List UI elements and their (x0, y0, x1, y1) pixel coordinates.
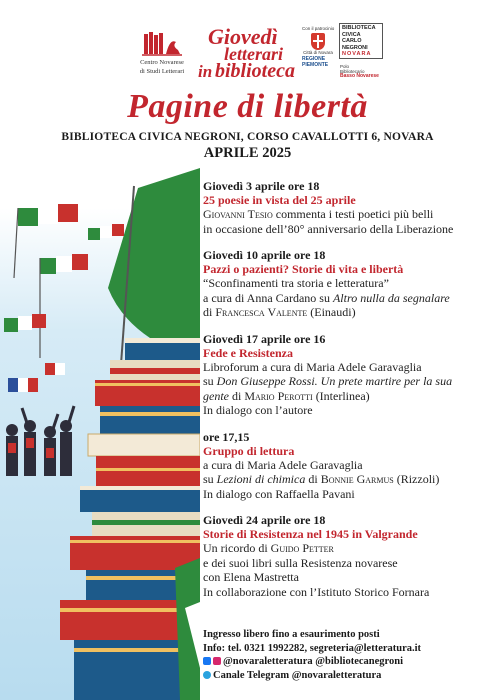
event-datetime: Giovedì 24 aprile ore 18 (203, 513, 326, 527)
event-line-text: di (305, 472, 321, 486)
event-line (203, 389, 493, 404)
polo-label2: Bibliotecario (340, 69, 365, 74)
event-line: In dialogo con Raffaella Pavani (203, 486, 355, 501)
city-label: Città di Novara (303, 50, 333, 55)
book-title: gente (203, 388, 229, 403)
event-line-text: (Rizzoli) (393, 472, 440, 486)
cnsl-name-line2: di Studi Letterari (139, 67, 185, 75)
library-line1: BIBLIOTECA (342, 25, 376, 31)
event-datetime: Giovedì 10 aprile ore 18 (203, 248, 326, 262)
books-flags-illustration (0, 168, 200, 700)
contact-info: Info: tel. 0321 1992282, segreteria@letteratura.it (203, 642, 422, 654)
regione-logo (302, 57, 334, 68)
event-title: Gruppo di lettura (203, 443, 295, 458)
library-line4: NEGRONI (342, 44, 368, 51)
event-item (203, 430, 493, 502)
telegram-channel[interactable]: Canale Telegram @novaraletteratura (213, 669, 382, 681)
event-line: “Sconfinamenti tra storia e letteratura” (203, 276, 389, 290)
library-line5: NOVARA (342, 51, 372, 57)
cnsl-logo (132, 28, 192, 90)
event-line (203, 207, 493, 222)
telegram-icon (203, 671, 211, 679)
book-author: Bonnie Garmus (320, 472, 394, 486)
book-title: Don Giuseppe Rossi. Un prete martire per la sua (216, 374, 453, 388)
event-title: Fede e Resistenza (203, 345, 293, 360)
event-line: in occasione dell’80° anniversario della Liberazione (203, 221, 454, 236)
event-datetime: Giovedì 3 aprile ore 18 (203, 179, 320, 193)
polo-logo (340, 64, 390, 79)
header-logos (0, 20, 495, 90)
event-title: 25 poesie in vista del 25 aprile (203, 193, 356, 207)
gl-line2: letterari (224, 44, 283, 64)
entry-note: Ingresso libero fino a esaurimento posti (203, 629, 380, 640)
event-line: con Elena Mastretta (203, 570, 299, 584)
social-handles[interactable]: @novaraletteratura @bibliotecanegroni (223, 656, 404, 667)
book-title: Altro nulla da segnalare (332, 290, 450, 305)
books-swan-icon (140, 28, 184, 58)
library-line3: CARLO (342, 38, 362, 44)
polo-name: Basso Novarese (340, 73, 379, 79)
event-line: Libroforum a cura di Maria Adele Garavaglia (203, 359, 422, 374)
event-line-text: di (203, 305, 216, 319)
event-line: In dialogo con l’autore (203, 403, 313, 417)
event-item (203, 179, 493, 236)
event-title: Storie di Resistenza nel 1945 in Valgrande (203, 527, 418, 541)
telegram-line (203, 669, 493, 683)
facebook-icon (203, 657, 211, 665)
cnsl-name-line1: Centro Novarese (140, 59, 184, 66)
event-line (203, 305, 493, 320)
event-line-text: Un ricordo di (203, 541, 271, 555)
book-author: Mario Perotti (244, 388, 313, 403)
event-line: e dei suoi libri sulla Resistenza novarese (203, 555, 398, 570)
library-logo (339, 23, 383, 59)
events-list (203, 179, 493, 599)
gl-line3a: in (198, 62, 213, 81)
event-line-text: a cura di Anna Cardano su (203, 290, 333, 305)
month-label: APRILE 2025 (203, 145, 292, 161)
event-line-text: su (203, 472, 217, 486)
regione-line2: PIEMONTE (302, 61, 329, 68)
event-item (203, 248, 493, 320)
social-line (203, 655, 493, 669)
event-line: In collaborazione con l’Istituto Storico Fornara (203, 584, 430, 599)
instagram-icon (213, 657, 221, 665)
gl-line3: biblioteca (215, 60, 295, 82)
giovedi-letterari-logo (198, 24, 302, 84)
polo-label1: Polo (340, 64, 350, 69)
patronage-label: Con il patrocinio (302, 26, 335, 31)
book-title: Lezioni di chimica (216, 472, 306, 486)
page-title: Pagine di libertà (127, 88, 368, 125)
novara-shield-icon (311, 33, 325, 50)
event-line-text: su (203, 374, 217, 388)
event-line (203, 374, 493, 389)
event-line (203, 541, 493, 556)
event-line-text: di (229, 388, 245, 403)
event-line-text: commenta i testi poetici più belli (272, 207, 434, 221)
book-author: Francesca Valente (215, 305, 308, 319)
gl-line1: Giovedì (208, 24, 278, 49)
event-line: a cura di Maria Adele Garavaglia (203, 457, 363, 472)
event-datetime: Giovedì 17 aprile ore 16 (203, 331, 326, 346)
event-line (203, 472, 493, 487)
patronage-block (302, 26, 334, 86)
library-line2: CIVICA (342, 31, 361, 38)
info-footer (203, 628, 493, 682)
event-line-text: (Interlinea) (312, 388, 370, 403)
regione-line1: REGIONE (302, 56, 326, 62)
venue-subtitle: BIBLIOTECA CIVICA NEGRONI, CORSO CAVALLOTTI 6, NOVARA (61, 131, 434, 143)
event-item (203, 332, 493, 418)
event-line-text: (Einaudi) (307, 305, 356, 319)
event-speaker: Guido Petter (270, 541, 334, 555)
event-speaker: Giovanni Tesio (203, 207, 273, 221)
event-item (203, 513, 493, 599)
event-datetime: ore 17,15 (203, 429, 250, 444)
event-line (203, 291, 493, 306)
event-title: Pazzi o pazienti? Storie di vita e libertà (203, 262, 404, 276)
